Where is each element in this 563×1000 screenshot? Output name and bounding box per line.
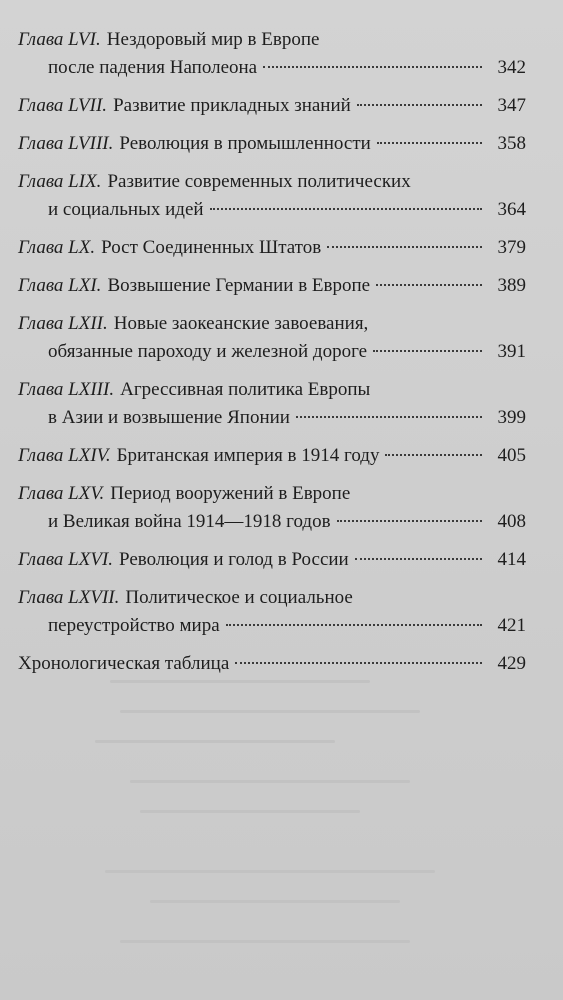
- page-number: 389: [497, 275, 526, 296]
- toc-entry-continuation: [18, 54, 526, 82]
- bleed-through-line: [130, 780, 410, 783]
- chapter-number: Глава LIX.: [18, 171, 102, 192]
- chapter-title: Агрессивная политика Европы: [120, 379, 371, 400]
- toc-entry-line: [18, 168, 526, 196]
- chapter-number: Глава LXI.: [18, 275, 102, 296]
- toc-entry-line: [18, 546, 526, 574]
- page-number: 379: [497, 237, 526, 258]
- chapter-title: и Великая война 1914—1918 годов: [48, 511, 331, 532]
- chapter-title: Возвышение Германии в Европе: [107, 275, 371, 296]
- chapter-title: Период вооружений в Европе: [110, 483, 351, 504]
- dot-leader: [327, 246, 482, 248]
- toc-entry-line: [18, 376, 526, 404]
- chapter-number: Глава LVII.: [18, 95, 108, 116]
- toc-entry: [18, 234, 526, 262]
- page-number: 391: [497, 341, 526, 362]
- dot-leader: [226, 624, 482, 626]
- page-number: 408: [497, 511, 526, 532]
- toc-entry-continuation: [18, 196, 526, 224]
- chapter-number: Глава LXIV.: [18, 445, 111, 466]
- dot-leader: [296, 416, 482, 418]
- toc-entry: [18, 310, 526, 366]
- toc-entry-line: [18, 234, 526, 262]
- page-number: 414: [497, 549, 526, 570]
- chapter-number: Глава LXVII.: [18, 587, 120, 608]
- page-number: 364: [497, 199, 526, 220]
- toc-entry-continuation: [18, 612, 526, 640]
- chapter-title: Новые заокеанские завоевания,: [113, 313, 369, 334]
- chapter-title: Развитие современных политических: [107, 171, 411, 192]
- page-number: 399: [497, 407, 526, 428]
- chapter-number: Глава LXIII.: [18, 379, 115, 400]
- chapter-number: Глава LXV.: [18, 483, 105, 504]
- chapter-number: Глава LVI.: [18, 29, 101, 50]
- dot-leader: [377, 142, 482, 144]
- toc-entry: [18, 376, 526, 432]
- dot-leader: [337, 520, 482, 522]
- chapter-title: обязанные пароходу и железной дороге: [48, 341, 368, 362]
- chapter-number: Глава LVIII.: [18, 133, 114, 154]
- toc-entry: [18, 272, 526, 300]
- chapter-number: Глава LXVI.: [18, 549, 114, 570]
- dot-leader: [376, 284, 482, 286]
- toc-entry-line: [18, 584, 526, 612]
- page-number: 342: [497, 57, 526, 78]
- page-number: 429: [497, 653, 526, 674]
- bleed-through-line: [105, 870, 435, 873]
- toc-entry-continuation: [18, 338, 526, 366]
- dot-leader: [385, 454, 482, 456]
- chapter-title: Хронологическая таблица: [18, 653, 230, 674]
- toc-entry-line: [18, 272, 526, 300]
- chapter-title: Нездоровый мир в Европе: [106, 29, 320, 50]
- page-number: 405: [497, 445, 526, 466]
- chapter-number: Глава LX.: [18, 237, 96, 258]
- bleed-through-line: [120, 940, 410, 943]
- toc-entry-line: [18, 92, 526, 120]
- toc-entry-continuation: [18, 404, 526, 432]
- toc-entry-line: [18, 310, 526, 338]
- toc-entry-line: [18, 480, 526, 508]
- dot-leader: [355, 558, 482, 560]
- dot-leader: [373, 350, 482, 352]
- toc-entry: [18, 130, 526, 158]
- chapter-title: Революция в промышленности: [119, 133, 371, 154]
- dot-leader: [263, 66, 482, 68]
- toc-entry-continuation: [18, 508, 526, 536]
- chapter-title: в Азии и возвышение Японии: [48, 407, 290, 428]
- chapter-title: Развитие прикладных знаний: [113, 95, 351, 116]
- chapter-number: Глава LXII.: [18, 313, 108, 334]
- bleed-through-line: [95, 740, 335, 743]
- chapter-title: Рост Соединенных Штатов: [101, 237, 322, 258]
- chapter-title: Политическое и социальное: [125, 587, 353, 608]
- toc-entry: [18, 442, 526, 470]
- bleed-through-texture: [0, 640, 563, 1000]
- page-number: 358: [497, 133, 526, 154]
- toc-entry: [18, 480, 526, 536]
- bleed-through-line: [120, 710, 420, 713]
- page-number: 347: [497, 95, 526, 116]
- toc-entry: [18, 168, 526, 224]
- toc-entry: [18, 546, 526, 574]
- bleed-through-line: [150, 900, 400, 903]
- table-of-contents: [18, 26, 526, 688]
- chapter-title: Революция и голод в России: [119, 549, 349, 570]
- chapter-title: Британская империя в 1914 году: [116, 445, 380, 466]
- chapter-title: после падения Наполеона: [48, 57, 258, 78]
- dot-leader: [357, 104, 482, 106]
- toc-entry-line: [18, 130, 526, 158]
- bleed-through-line: [140, 810, 360, 813]
- chapter-title: переустройство мира: [48, 615, 220, 636]
- toc-entry: [18, 26, 526, 82]
- toc-entry: [18, 92, 526, 120]
- toc-entry-line: [18, 442, 526, 470]
- dot-leader: [210, 208, 482, 210]
- toc-entry: [18, 584, 526, 640]
- page-number: 421: [497, 615, 526, 636]
- toc-entry-line: [18, 26, 526, 54]
- bleed-through-line: [110, 680, 370, 683]
- chapter-title: и социальных идей: [48, 199, 204, 220]
